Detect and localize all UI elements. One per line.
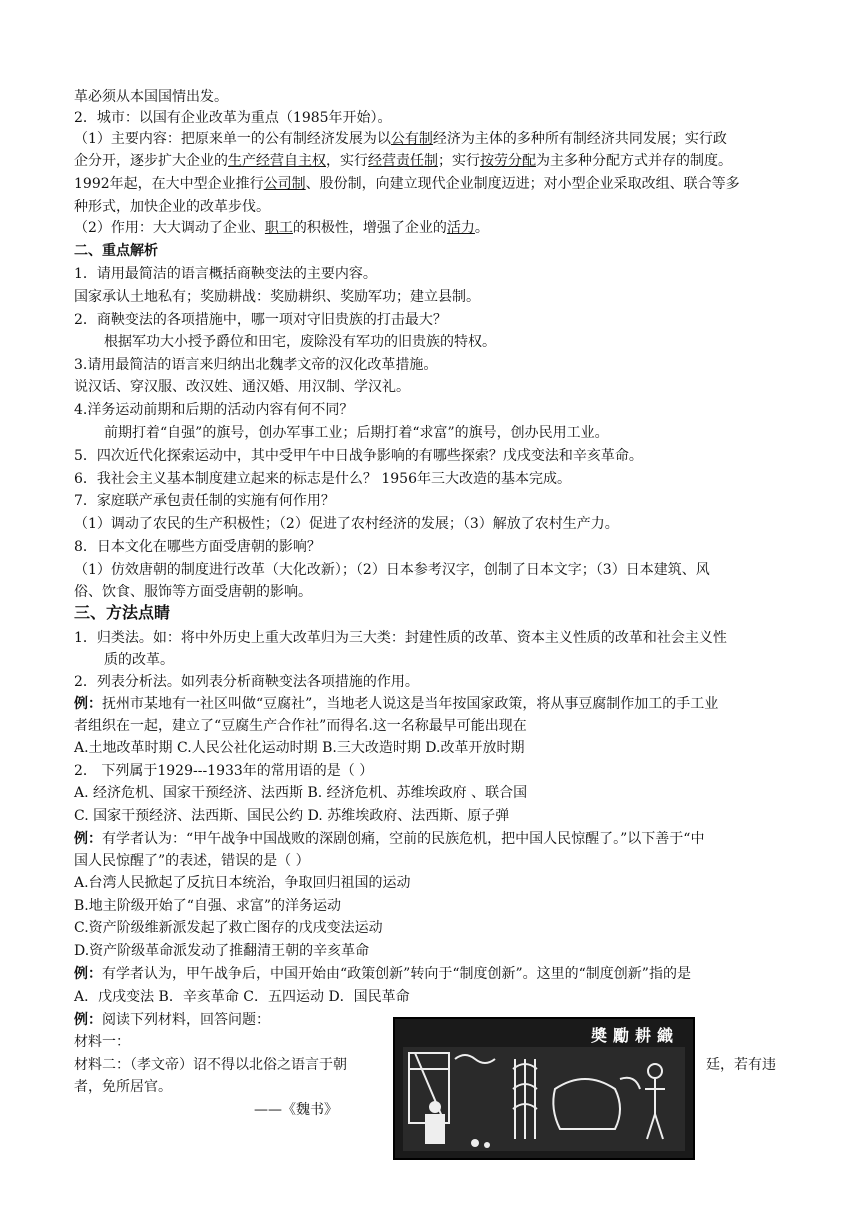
section-heading: 三、方法点睛 xyxy=(74,603,171,622)
underlined-term: 公有制 xyxy=(390,131,433,147)
question: 2．商鞅变法的各项措施中，哪一项对守旧贵族的打击最大？ xyxy=(74,312,447,328)
woodcut-illustration xyxy=(395,1019,693,1158)
question: 7．家庭联产承包责任制的实施有何作用？ xyxy=(74,493,335,509)
question: 5．四次近代化探索运动中，其中受甲午中日战争影响的有哪些探索？戊戌变法和辛亥革命。 xyxy=(74,448,643,464)
question: 4.洋务运动前期和后期的活动内容有何不同？ xyxy=(74,402,354,418)
example-options: A.土地改革时期 C.人民公社化运动时期 B.三大改造时期 D.改革开放时期 xyxy=(74,740,525,756)
underlined-term: 按劳分配 xyxy=(480,153,536,169)
method-item: 1．归类法。如：将中外历史上重大改革归为三大类：封建性质的改革、资本主义性质的改革和社会主义性 xyxy=(74,630,727,646)
text-line: （2）作用：大大调动了企业、职工的积极性，增强了企业的活力。 xyxy=(74,220,489,236)
material-text: 材料二：（孝文帝）诏不得以北俗之语言于朝 xyxy=(74,1057,347,1073)
example-option: C.资产阶级维新派发起了救亡图存的戊戌变法运动 xyxy=(74,920,383,936)
underlined-term: 公司制 xyxy=(263,176,306,192)
text-line: 革必须从本国国情出发。 xyxy=(74,89,228,105)
example-options: C. 国家干预经济、法西斯、国民公约 D. 苏维埃政府、法西斯、原子弹 xyxy=(74,808,510,824)
example-option: D.资产阶级革命派发动了推翻清王朝的辛亥革命 xyxy=(74,943,370,959)
woodcut-title: 奬勵耕織 xyxy=(590,1026,679,1045)
section-heading: 二、重点解析 xyxy=(74,243,158,259)
text-line: 种形式，加快企业的改革步伐。 xyxy=(74,199,270,215)
example-label: 例： xyxy=(74,1012,102,1028)
question: 3.请用最简洁的语言来归纳出北魏孝文帝的汉化改革措施。 xyxy=(74,357,438,373)
example-option: B.地主阶级开始了“自强、求富”的洋务运动 xyxy=(74,898,342,914)
example-line: 例：有学者认为：“甲午战争中国战败的深剧创痛，空前的民族危机，把中国人民惊醒了。”以下善于“中 xyxy=(74,831,705,847)
question: 8．日本文化在哪些方面受唐朝的影响？ xyxy=(74,539,321,555)
underlined-term: 经营责任制 xyxy=(368,153,438,169)
answer: 前期打着“自强”的旗号，创办军事工业；后期打着“求富”的旗号，创办民用工业。 xyxy=(104,425,609,441)
text-line: 2．城市：以国有企业改革为重点（1985年开始）。 xyxy=(74,110,392,126)
material-text: 廷，若有违 xyxy=(706,1057,776,1073)
example-options: A. 经济危机、国家干预经济、法西斯 B. 经济危机、苏维埃政府 、联合国 xyxy=(74,785,528,801)
example-label: 例： xyxy=(74,831,102,847)
material-text: 者，免所居官。 xyxy=(74,1079,172,1095)
answer: （1）仿效唐朝的制度进行改革（大化改新）；（2）日本参考汉字，创制了日本文字；（3）日本建筑、风 xyxy=(74,562,710,578)
method-item: 2．列表分析法。如列表分析商鞅变法各项措施的作用。 xyxy=(74,674,419,690)
answer: 说汉话、穿汉服、改汉姓、通汉婚、用汉制、学汉礼。 xyxy=(74,379,410,395)
example-line: 例：抚州市某地有一社区叫做“豆腐社”，当地老人说这是当年按国家政策，将从事豆腐制作加工的手工业 xyxy=(74,696,719,712)
example-label: 例： xyxy=(74,696,102,712)
example-option: A.台湾人民掀起了反抗日本统治，争取回归祖国的运动 xyxy=(74,875,411,891)
woodcut-image xyxy=(393,1017,695,1160)
example-line: 例：有学者认为，甲午战争后，中国开始由“政策创新”转向于“制度创新”。这里的“制度创新”指的是 xyxy=(74,966,691,982)
example-line: 者组织在一起，建立了“豆腐生产合作社”而得名.这一名称最早可能出现在 xyxy=(74,718,527,734)
example-options: A．戊戌变法 B．辛亥革命 C．五四运动 D．国民革命 xyxy=(74,989,410,1005)
example-line: 2． 下列属于1929---1933年的常用语的是（ ） xyxy=(74,763,374,779)
underlined-term: 生产经营自主权 xyxy=(228,153,326,169)
source-citation: ——《魏书》 xyxy=(254,1102,338,1118)
example-line: 例：阅读下列材料，回答问题： xyxy=(74,1012,270,1028)
underlined-term: 活力 xyxy=(446,220,475,236)
text-line: 1992年起，在大中型企业推行公司制、股份制，向建立现代企业制度迈进；对小型企业采取改组、联合等多 xyxy=(74,176,740,192)
question: 1．请用最简洁的语言概括商鞅变法的主要内容。 xyxy=(74,266,377,282)
text-line: 企分开，逐步扩大企业的生产经营自主权，实行经营责任制；实行按劳分配为主多种分配方式并存的制度。 xyxy=(74,153,732,169)
example-line: 国人民惊醒了”的表述，错误的是（ ） xyxy=(74,853,310,869)
underlined-term: 职工 xyxy=(264,220,293,236)
text-line: （1）主要内容：把原来单一的公有制经济发展为以公有制经济为主体的多种所有制经济共同发展；实行政 xyxy=(74,131,727,147)
answer: 根据军功大小授予爵位和田宅，废除没有军功的旧贵族的特权。 xyxy=(104,334,496,350)
answer: 国家承认土地私有；奖励耕战：奖励耕织、奖励军功；建立县制。 xyxy=(74,289,480,305)
method-item: 质的改革。 xyxy=(104,652,174,668)
question: 6．我社会主义基本制度建立起来的标志是什么？ 1956年三大改造的基本完成。 xyxy=(74,471,571,487)
answer: （1）调动了农民的生产积极性；（2）促进了农村经济的发展；（3）解放了农村生产力。 xyxy=(74,516,619,532)
material-label: 材料一： xyxy=(74,1034,130,1050)
answer: 俗、饮食、服饰等方面受唐朝的影响。 xyxy=(74,584,312,600)
example-label: 例： xyxy=(74,966,102,982)
